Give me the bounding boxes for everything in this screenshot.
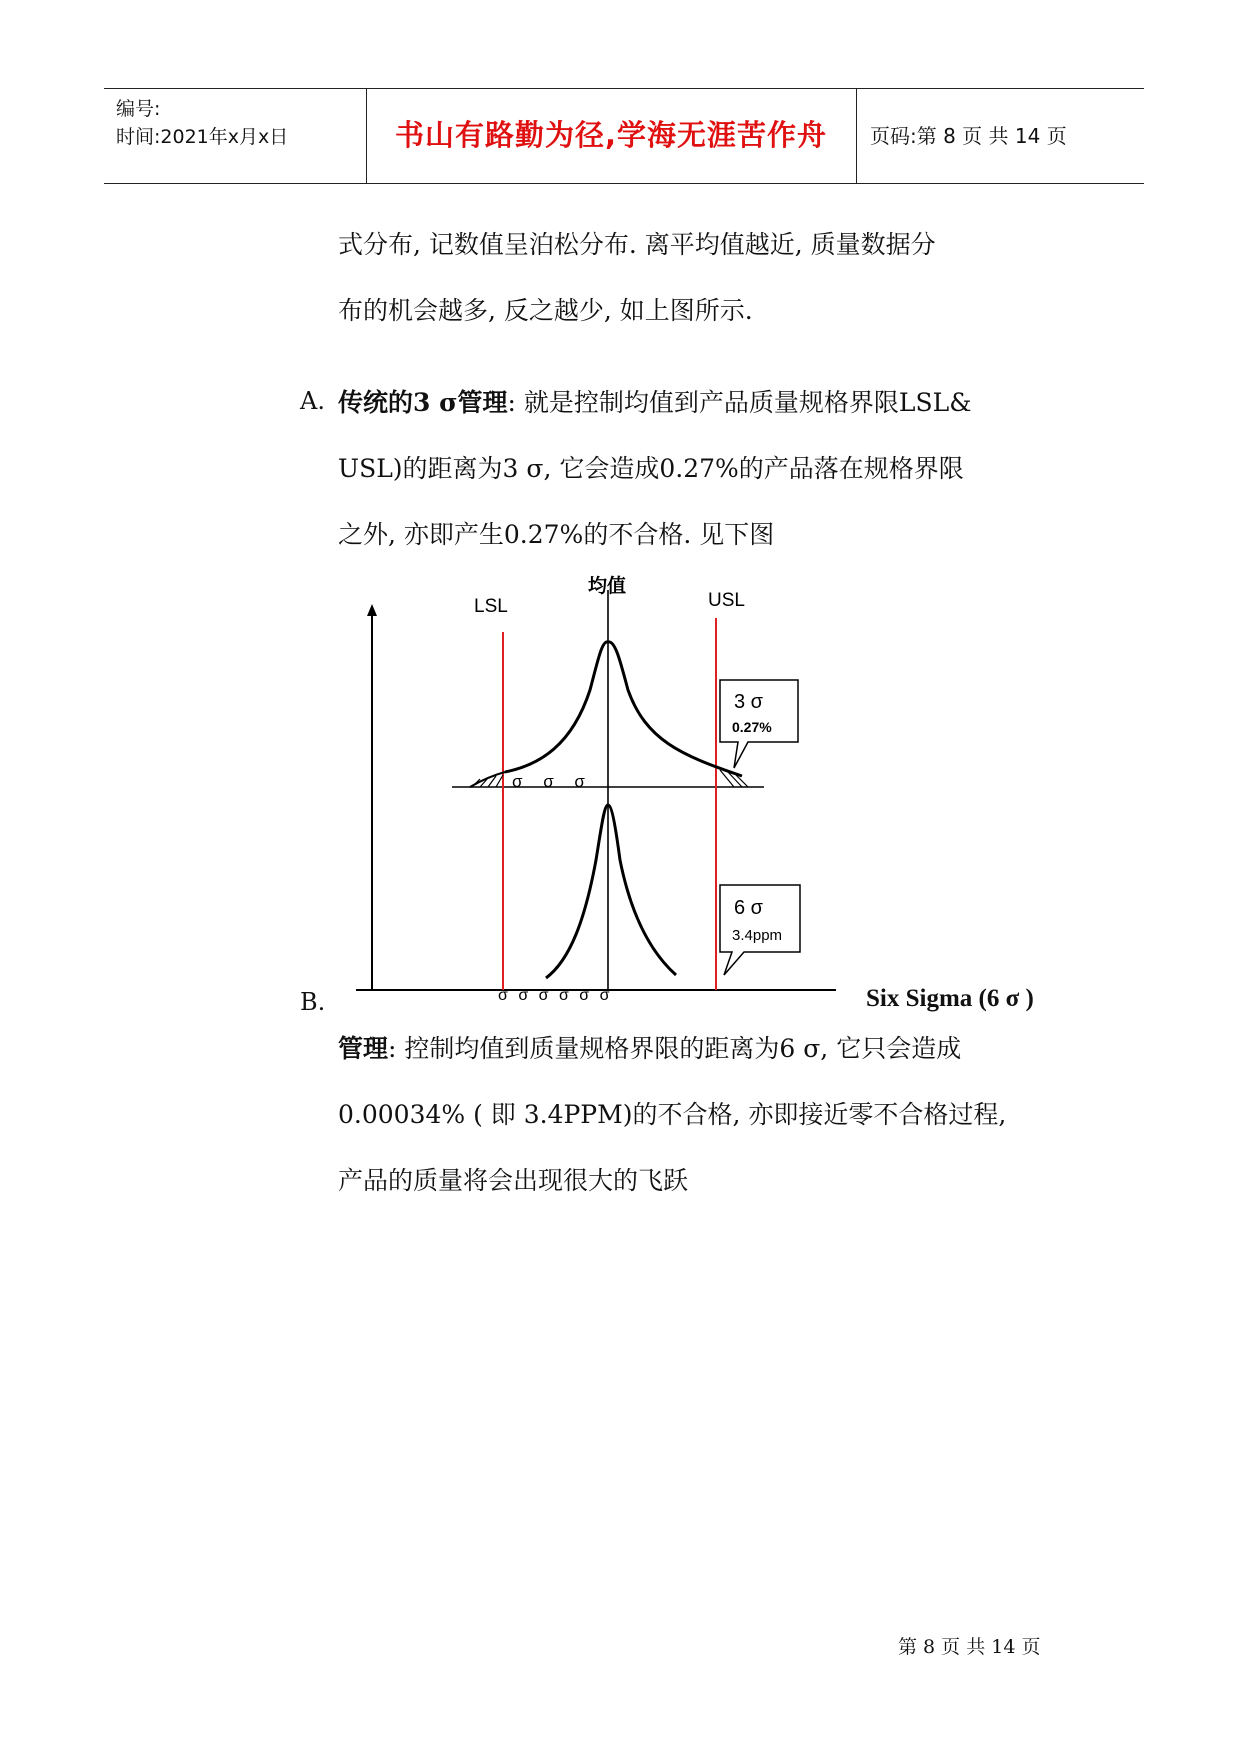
lsl-tail-hatch: [472, 775, 503, 787]
header-motto: 书山有路勤为径,学海无涯苦作舟: [394, 118, 828, 152]
section-a-paragraph: [338, 370, 1078, 568]
header-page-label: 页码:第 8 页 共 14 页: [870, 124, 1067, 148]
section-a-marker: A.: [300, 387, 325, 415]
y-axis-arrow-icon: [367, 604, 377, 616]
section-b-title: Six Sigma (6 σ ): [866, 985, 1034, 1012]
section-a-text: : 就是控制均值到产品质量规格界限LSL&: [507, 388, 972, 417]
section-b-title-cont: 管理: [338, 1034, 389, 1063]
section-a-title: 传统的3 σ管理: [338, 388, 508, 417]
section-b-text: : 控制均值到质量规格界限的距离为6 σ, 它只会造成: [388, 1034, 962, 1063]
three-sigma-curve: [505, 642, 742, 776]
section-a-line: USL)的距离为3 σ, 它会造成0.27%的产品落在规格界限: [338, 454, 964, 483]
page-header: [104, 88, 1144, 184]
footer-page-number: 第 8 页 共 14 页: [898, 1636, 1041, 1658]
usl-label: USL: [708, 590, 745, 611]
three-sigma-callout-value: 0.27%: [732, 719, 772, 735]
six-sigma-callout-title: 6 σ: [734, 897, 764, 919]
six-sigma-callout: [720, 885, 800, 975]
upper-axis-ticks: σ σ σ: [512, 772, 593, 791]
six-sigma-curve: [546, 805, 676, 978]
section-b-line: 0.00034% ( 即 3.4PPM)的不合格, 亦即接近零不合格过程,: [338, 1100, 1007, 1129]
six-sigma-callout-value: 3.4ppm: [732, 927, 783, 944]
document-number-label: 编号:: [116, 98, 161, 120]
section-b-line: 产品的质量将会出现很大的飞跃: [338, 1166, 689, 1195]
sigma-comparison-figure: [340, 568, 860, 1003]
section-a-line: [338, 370, 1078, 436]
three-sigma-callout-title: 3 σ: [734, 691, 764, 713]
header-meta: [116, 95, 288, 151]
intro-paragraph: [338, 212, 1078, 344]
intro-line: 布的机会越多, 反之越少, 如上图所示.: [338, 296, 753, 325]
mean-label: 均值: [588, 576, 627, 597]
header-divider: [856, 89, 857, 183]
three-sigma-callout: [720, 680, 798, 768]
section-b-paragraph: [338, 1016, 1078, 1214]
intro-line: 式分布, 记数值呈泊松分布. 离平均值越近, 质量数据分: [338, 230, 936, 259]
section-a-line: 之外, 亦即产生0.27%的不合格. 见下图: [338, 520, 775, 549]
document-time-label: 时间:2021年x月x日: [116, 126, 289, 148]
section-b-line: [338, 1016, 1078, 1082]
lsl-label: LSL: [474, 596, 508, 617]
section-b-marker: B.: [300, 988, 326, 1016]
lower-axis-ticks: σ σ σ σ σ σ: [498, 987, 613, 1003]
